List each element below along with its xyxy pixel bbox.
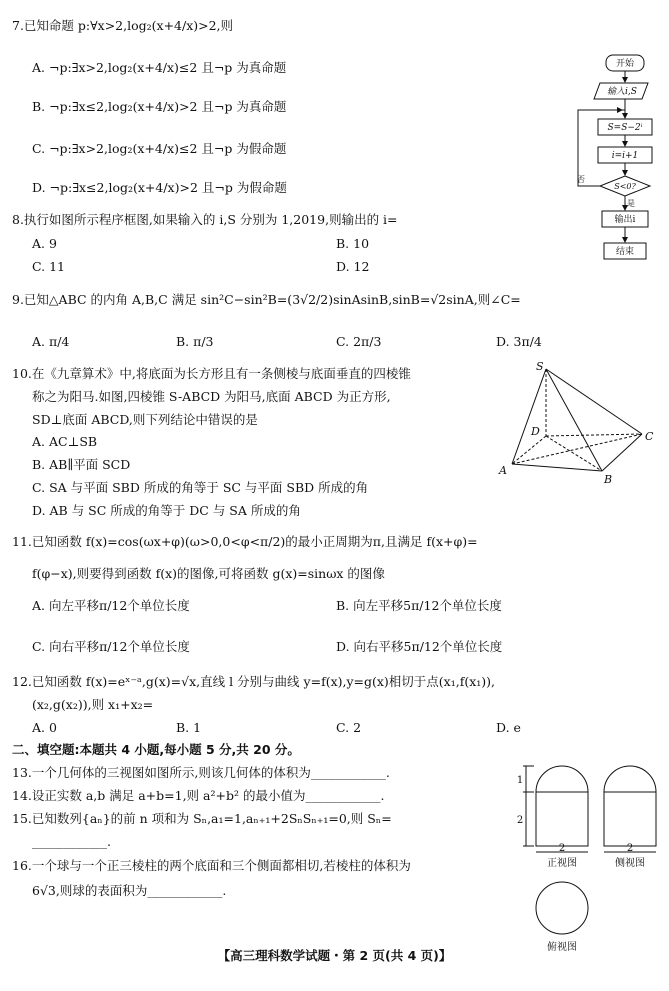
q8-stem: 8.执行如图所示程序框图,如果输入的 i,S 分别为 1,2019,则输出的 i= (12, 212, 398, 227)
q9-option-d: D. 3π/4 (496, 334, 542, 349)
pyramid-vertex-s: S (536, 360, 544, 373)
q10-line-3: SD⊥底面 ABCD,则下列结论中错误的是 (32, 412, 258, 427)
front-view-label: 正视图 (547, 858, 577, 869)
q7-option-b: B. ¬p:∃x≤2,log₂(x+4/x)>2 且¬p 为真命题 (32, 99, 287, 114)
side-view-label: 侧视图 (615, 858, 645, 869)
flowchart-diagram (568, 52, 666, 264)
dim-mid: 2 (516, 815, 524, 826)
q7-stem: 7.已知命题 p:∀x>2,log₂(x+4/x)>2,则 (12, 18, 234, 33)
section-heading: 二、填空题:本题共 4 小题,每小题 5 分,共 20 分。 (12, 742, 300, 757)
top-view-label: 俯视图 (547, 942, 577, 953)
pyramid-vertex-b: B (604, 473, 613, 486)
q8-option-a: A. 9 (32, 236, 57, 251)
q11-option-d: D. 向右平移5π/12个单位长度 (336, 639, 503, 654)
q12-option-a: A. 0 (32, 720, 57, 735)
flowchart-output-label: 输出i (614, 215, 636, 225)
q15-line-2: ____________. (32, 834, 111, 849)
side-view-body (604, 792, 656, 846)
q8-option-d: D. 12 (336, 259, 370, 274)
top-view-circle (536, 882, 588, 934)
q7-option-a: A. ¬p:∃x>2,log₂(x+4/x)≤2 且¬p 为真命题 (32, 60, 287, 75)
q16-line-1: 16.一个球与一个正三棱柱的两个底面和三个侧面都相切,若棱柱的体积为 (12, 858, 411, 873)
flowchart-yes-label: 是 (627, 199, 635, 208)
flowchart-assign-i-label: i=i+1 (611, 151, 639, 161)
front-view-top (536, 766, 588, 792)
q16-line-2: 6√3,则球的表面积为____________. (32, 883, 227, 898)
q15-line-1: 15.已知数列{aₙ}的前 n 项和为 Sₙ,a₁=1,aₙ₊₁+2SₙSₙ₊₁=0,则 Sₙ= (12, 811, 392, 826)
q12-line-1: 12.已知函数 f(x)=eˣ⁻ᵃ,g(x)=√x,直线 l 分别与曲线 y=f(x),y=g(x)相切于点(x₁,f(x₁)), (12, 674, 496, 689)
q9-stem: 9.已知△ABC 的内角 A,B,C 满足 sin²C−sin²B=(3√2/2)sinAsinB,sinB=√2sinA,则∠C= (12, 292, 521, 307)
q10-option-a: A. AC⊥SB (32, 434, 98, 449)
flowchart-condition-label: S<0? (614, 182, 636, 191)
q11-line-1: 11.已知函数 f(x)=cos(ωx+φ)(ω>0,0<φ<π/2)的最小正周期为π,且满足 f(x+φ)= (12, 534, 478, 549)
flowchart-assign-s-label: S=S−2ⁱ (607, 123, 643, 133)
flowchart-input-label: 输入i,S (607, 87, 637, 97)
q10-option-d: D. AB 与 SC 所成的角等于 DC 与 SA 所成的角 (32, 503, 301, 518)
q10-line-1: 10.在《九章算术》中,将底面为长方形且有一条侧棱与底面垂直的四棱锥 (12, 366, 411, 381)
q11-option-a: A. 向左平移π/12个单位长度 (32, 598, 190, 613)
pyramid-vertex-a: A (499, 464, 507, 477)
q7-option-c: C. ¬p:∃x>2,log₂(x+4/x)≤2 且¬p 为假命题 (32, 141, 287, 156)
q14-text: 14.设正实数 a,b 满足 a+b=1,则 a²+b² 的最小值为____________. (12, 788, 385, 803)
dim-top: 1 (516, 775, 524, 786)
q12-option-c: C. 2 (336, 720, 362, 735)
q11-option-b: B. 向左平移5π/12个单位长度 (336, 598, 502, 613)
flowchart-no-label: 否 (577, 175, 585, 184)
dim-front-width: 2 (558, 843, 566, 854)
q10-option-c: C. SA 与平面 SBD 所成的角等于 SC 与平面 SBD 所成的角 (32, 480, 369, 495)
front-view-body (536, 792, 588, 846)
q12-option-b: B. 1 (176, 720, 202, 735)
side-view-top (604, 766, 656, 792)
pyramid-vertex-d: D (531, 425, 540, 438)
q9-option-c: C. 2π/3 (336, 334, 382, 349)
page-footer: 【高三理科数学试题・第 2 页(共 4 页)】 (217, 948, 452, 963)
q12-option-d: D. e (496, 720, 521, 735)
pyramid-vertex-c: C (645, 430, 654, 443)
flowchart-start-label: 开始 (615, 59, 635, 69)
q10-line-2: 称之为阳马.如图,四棱锥 S-ABCD 为阳马,底面 ABCD 为正方形, (32, 389, 391, 404)
dim-side-width: 2 (626, 843, 634, 854)
q8-option-c: C. 11 (32, 259, 65, 274)
q11-option-c: C. 向右平移π/12个单位长度 (32, 639, 190, 654)
q10-option-b: B. AB∥平面 SCD (32, 457, 131, 472)
q7-option-d: D. ¬p:∃x≤2,log₂(x+4/x)>2 且¬p 为假命题 (32, 180, 287, 195)
q11-line-2: f(φ−x),则要得到函数 f(x)的图像,可将函数 g(x)=sinωx 的图像 (32, 566, 385, 581)
q9-option-b: B. π/3 (176, 334, 214, 349)
q13-text: 13.一个几何体的三视图如图所示,则该几何体的体积为____________. (12, 765, 390, 780)
flowchart-end-label: 结束 (615, 247, 635, 257)
q12-line-2: (x₂,g(x₂)),则 x₁+x₂= (32, 697, 154, 712)
pyramid-diagram (494, 358, 662, 488)
q9-option-a: A. π/4 (32, 334, 70, 349)
q8-option-b: B. 10 (336, 236, 370, 251)
